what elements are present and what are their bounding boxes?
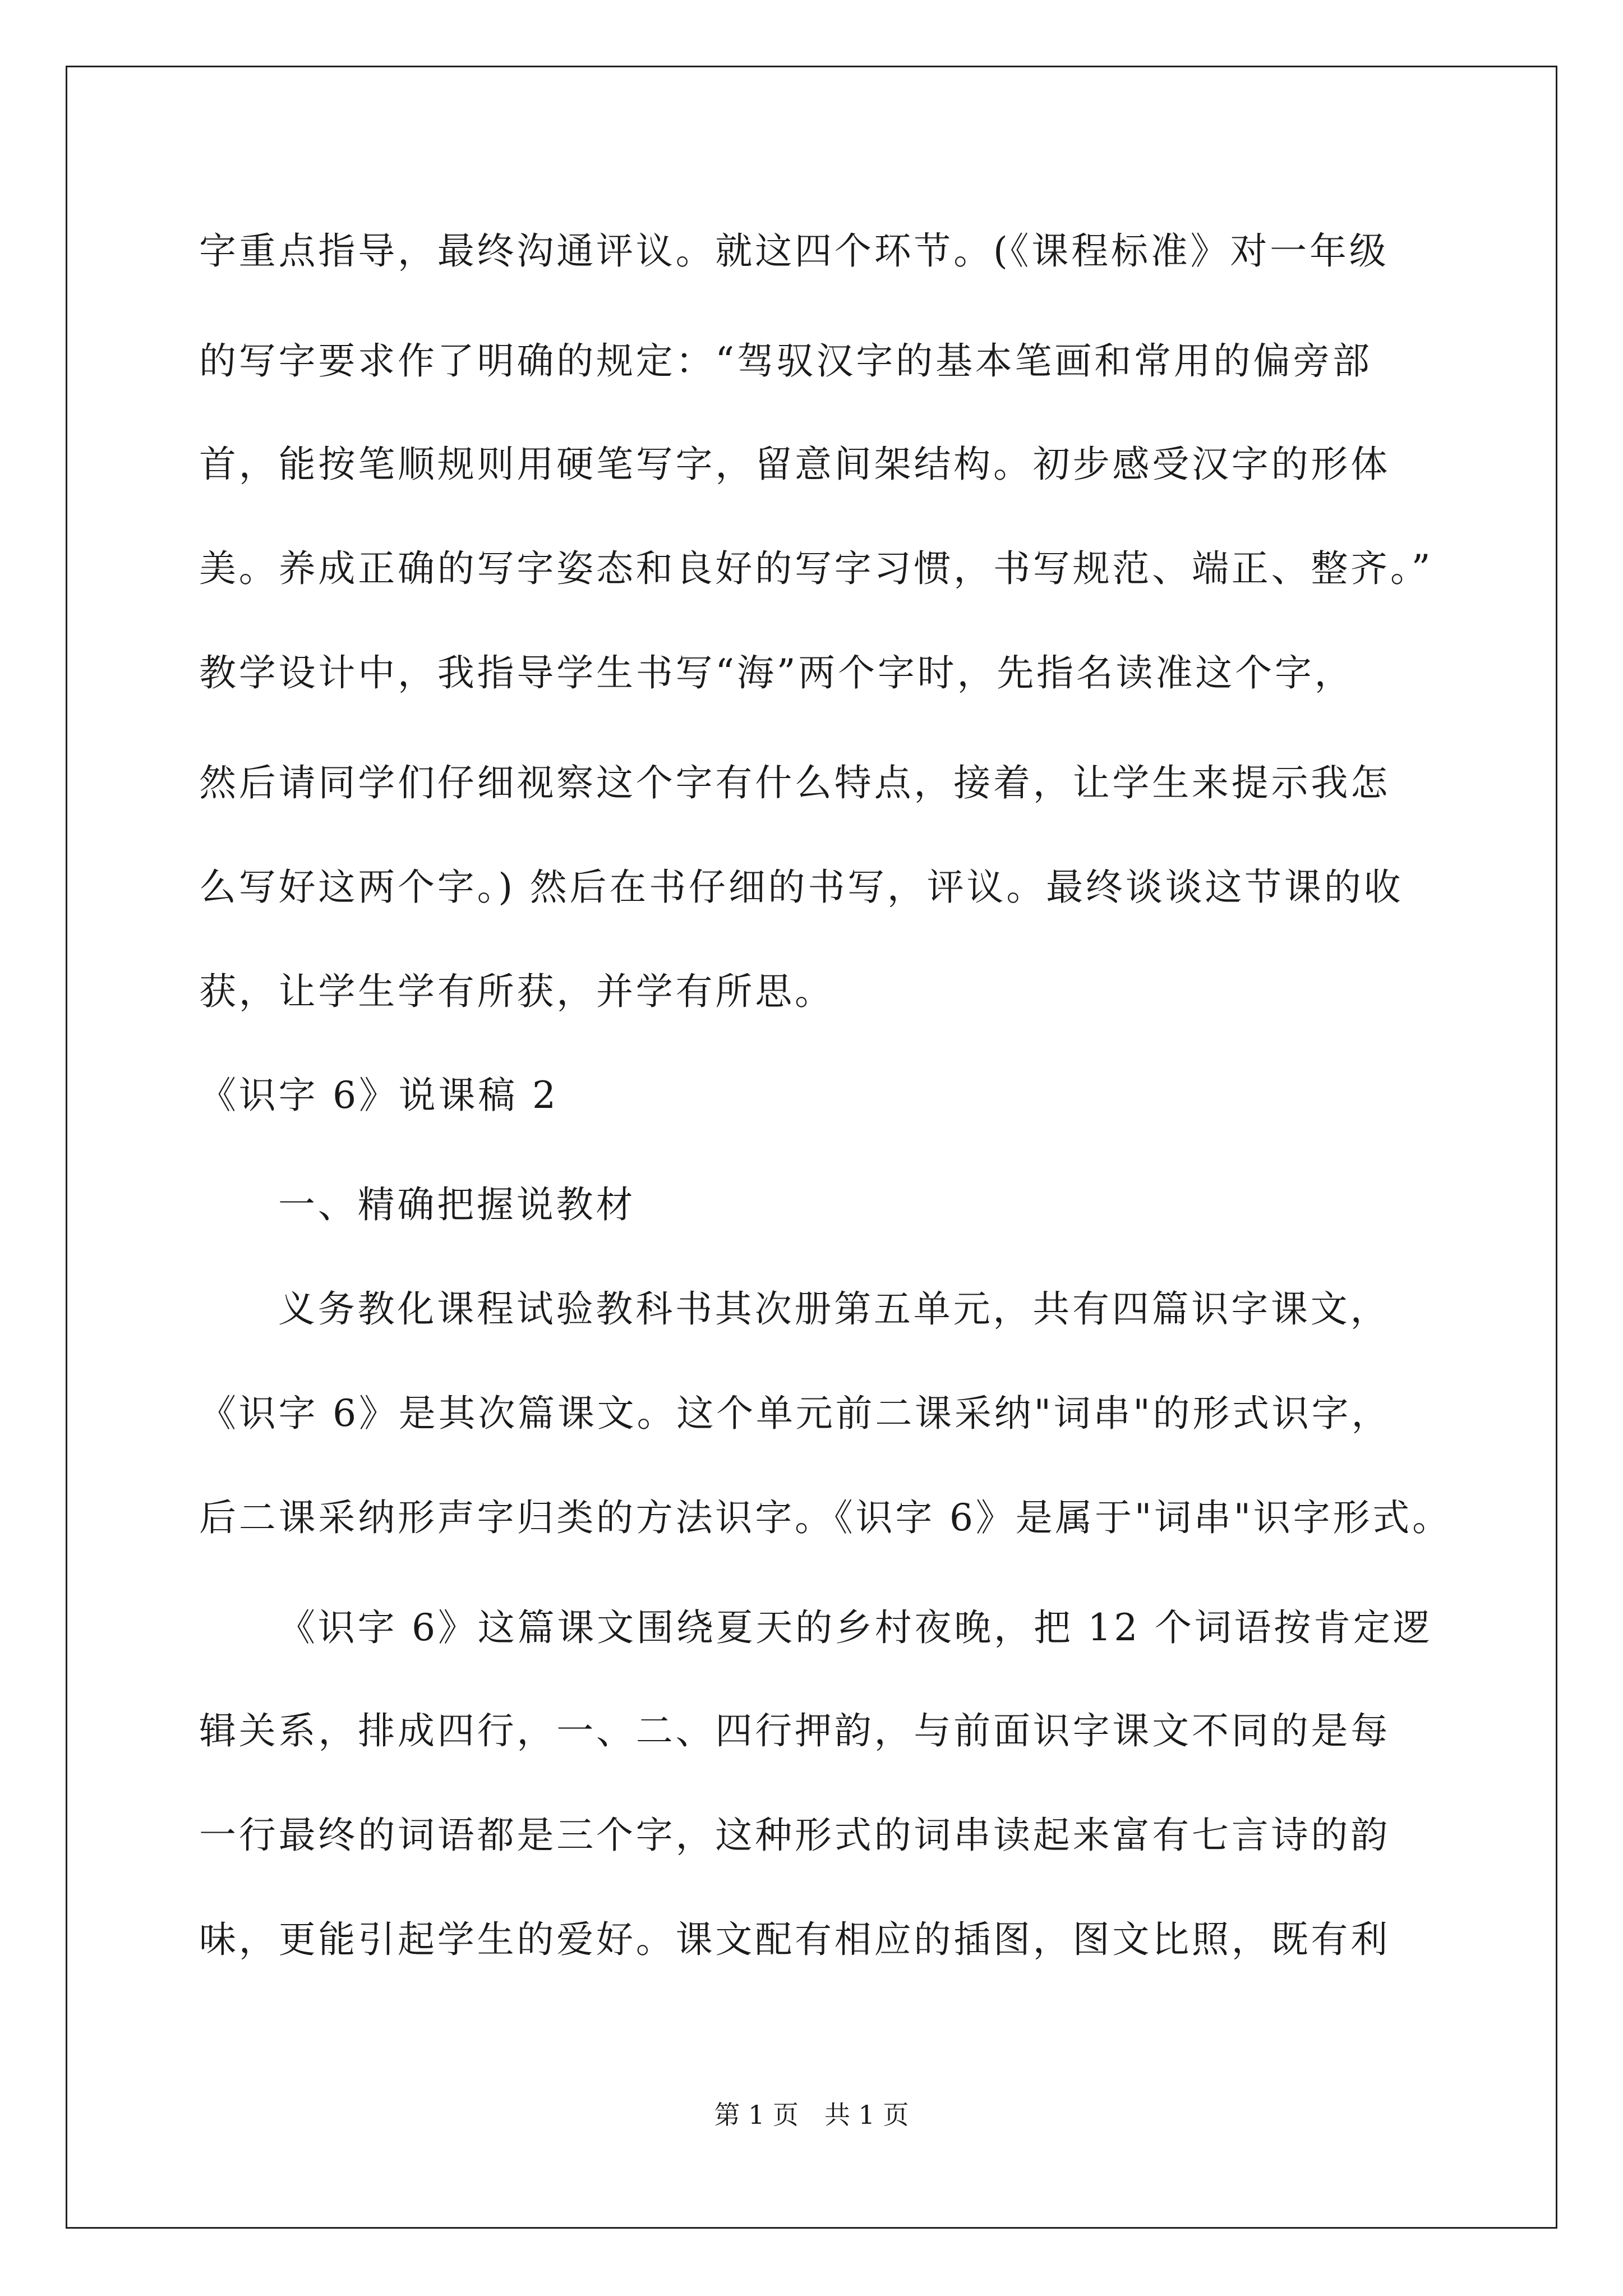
page-footer: 第 1 页 共 1 页: [714, 2100, 909, 2130]
body-line: 教学设计中，我指导学生书写“海”两个字时，先指名读准这个字，: [199, 651, 1354, 694]
body-line: 辑关系，排成四行，一、二、四行押韵，与前面识字课文不同的是每: [199, 1709, 1390, 1752]
body-line: 的写字要求作了明确的规定：“驾驭汉字的基本笔画和常用的偏旁部: [199, 339, 1372, 383]
body-line: 味，更能引起学生的爱好。课文配有相应的插图，图文比照，既有利: [199, 1918, 1390, 1961]
section-heading: 《识字 6》说课稿 2: [199, 1074, 559, 1117]
body-line: 《识字 6》是其次篇课文。这个单元前二课采纳"词串"的形式识字，: [199, 1392, 1391, 1435]
body-line: 《识字 6》这篇课文围绕夏天的乡村夜晚，把 12 个词语按肯定逻: [278, 1606, 1433, 1649]
body-line: 义务教化课程试验教科书其次册第五单元，共有四篇识字课文，: [278, 1287, 1390, 1331]
body-line: 后二课采纳形声字归类的方法识字。《识字 6》是属于"词串"识字形式。: [199, 1496, 1452, 1539]
subsection-heading: 一、精确把握说教材: [278, 1183, 636, 1226]
body-line: 一行最终的词语都是三个字，这种形式的词串读起来富有七言诗的韵: [199, 1814, 1390, 1857]
body-line: 么写好这两个字。) 然后在书仔细的书写，评议。最终谈谈这节课的收: [199, 866, 1404, 909]
body-line: 字重点指导，最终沟通评议。就这四个环节。(《课程标准》对一年级: [199, 229, 1389, 273]
body-line: 然后请同学们仔细视察这个字有什么特点，接着，让学生来提示我怎: [199, 761, 1390, 804]
body-line: 美。养成正确的写字姿态和良好的写字习惯，书写规范、端正、整齐。”: [199, 547, 1433, 590]
body-line: 获，让学生学有所获，并学有所思。: [199, 970, 834, 1013]
page-border: [66, 66, 1557, 2229]
body-line: 首，能按笔顺规则用硬笔写字，留意间架结构。初步感受汉字的形体: [199, 443, 1390, 486]
